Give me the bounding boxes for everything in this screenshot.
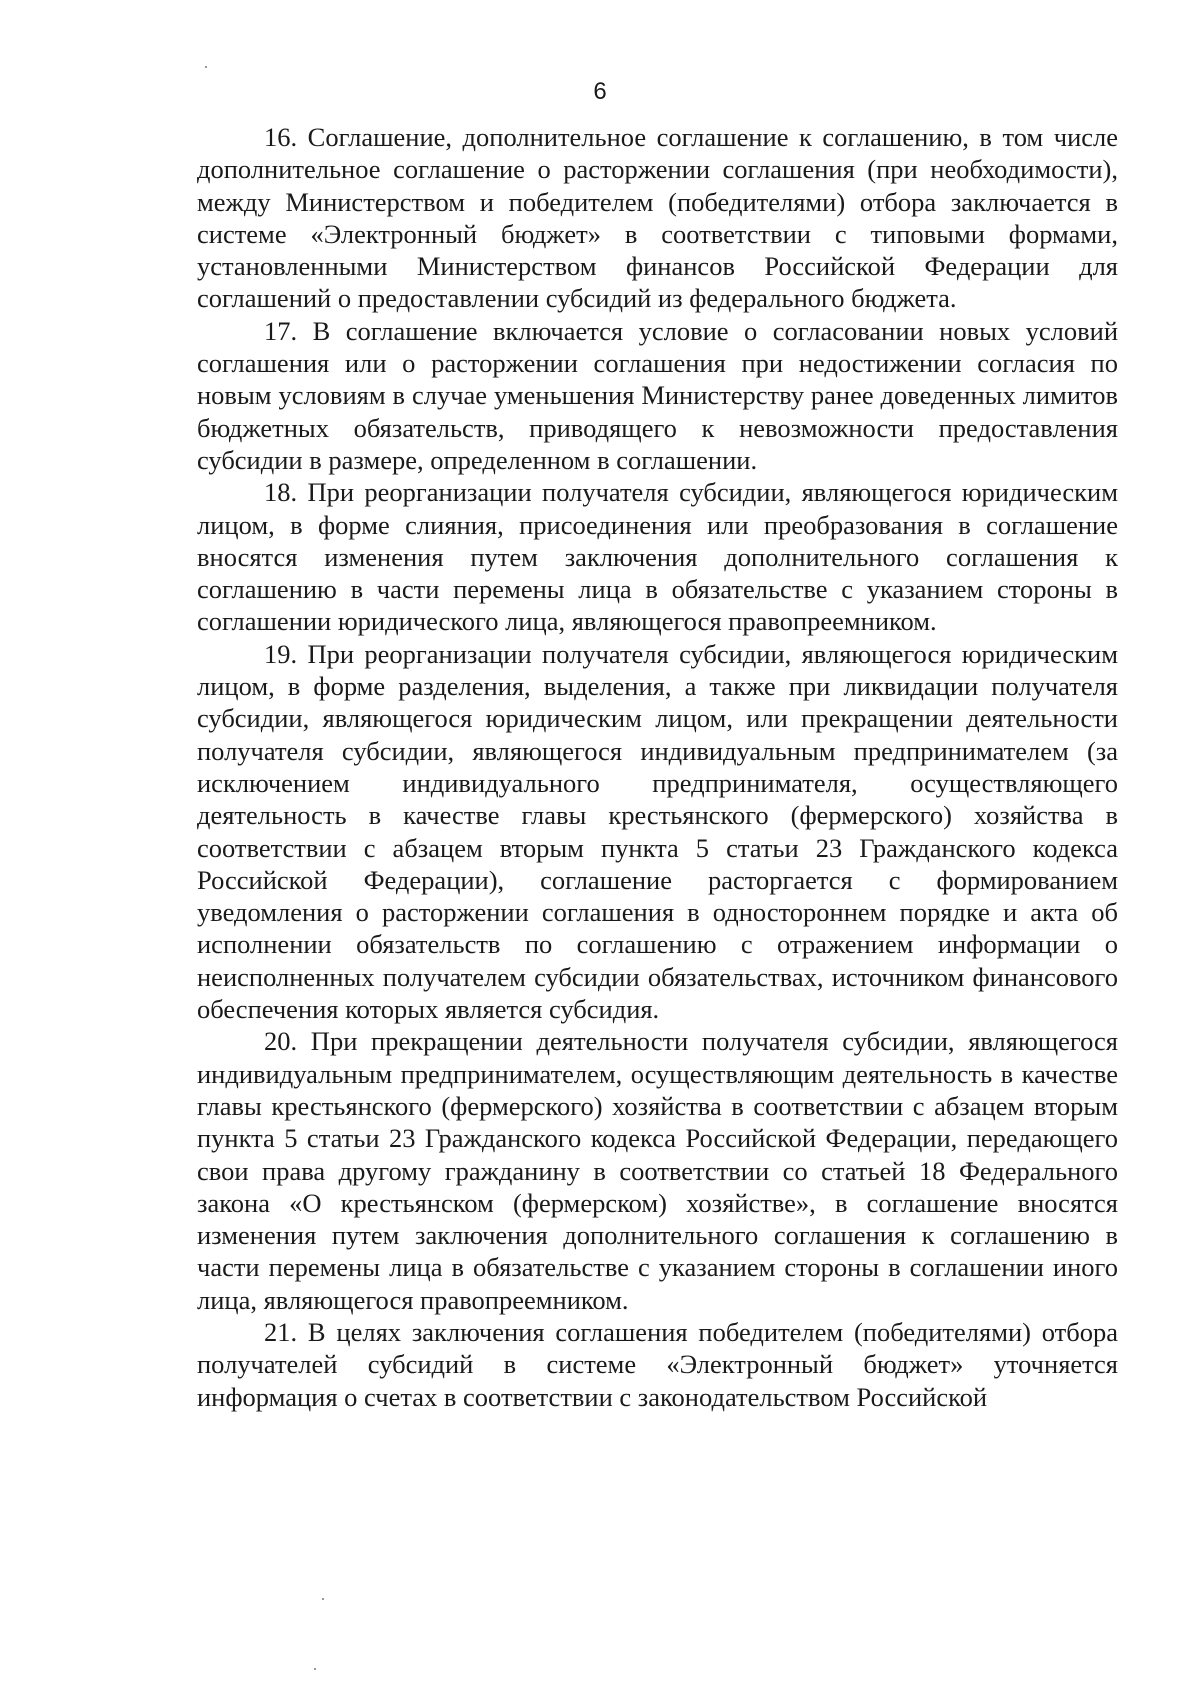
scan-speck	[314, 1668, 316, 1670]
paragraph-20: 20. При прекращении деятельности получателя субсидии, являющегося индивидуальным предпринимателем, осуществляющим деятельность в качестве главы крестьянского (фермерского) хозяйства в соответствии с абзацем вторым пункта 5 статьи 23 Гражданского кодекса Российской Федерации, передающего свои права другому гражданину в соответствии со статьей 18 Федерального закона «О крестьянском (фермерском) хозяйстве», в соглашение вносятся изменения путем заключения дополнительного соглашения к соглашению в части перемены лица в обязательстве с указанием стороны в соглашении иного лица, являющегося правопреемником.	[197, 1026, 1118, 1315]
scan-speck	[205, 66, 207, 68]
paragraph-21: 21. В целях заключения соглашения победителем (победителями) отбора получателей субсидий в системе «Электронный бюджет» уточняется информация о счетах в соответствии с законодательством Российской	[197, 1316, 1118, 1412]
paragraph-18: 18. При реорганизации получателя субсидии, являющегося юридическим лицом, в форме слияния, присоединения или преобразования в соглашение вносятся изменения путем заключения дополнительного соглашения к соглашению в части перемены лица в обязательстве с указанием стороны в соглашении юридического лица, являющегося правопреемником.	[197, 477, 1118, 637]
paragraph-16: 16. Соглашение, дополнительное соглашение к соглашению, в том числе дополнительное соглашение о расторжении соглашения (при необходимости), между Министерством и победителем (победителями) отбора заключается в системе «Электронный бюджет» в соответствии с типовыми формами, установленными Министерством финансов Российской Федерации для соглашений о предоставлении субсидий из федерального бюджета.	[197, 122, 1118, 314]
page-number: 6	[593, 78, 607, 105]
paragraph-17: 17. В соглашение включается условие о согласовании новых условий соглашения или о расторжении соглашения при недостижении согласия по новым условиям в случае уменьшения Министерству ранее доведенных лимитов бюджетных обязательств, приводящего к невозможности предоставления субсидии в размере, определенном в соглашении.	[197, 315, 1118, 475]
paragraph-19: 19. При реорганизации получателя субсидии, являющегося юридическим лицом, в форме разделения, выделения, а также при ликвидации получателя субсидии, являющегося юридическим лицом, или прекращении деятельности получателя субсидии, являющегося индивидуальным предпринимателем (за исключением индивидуального предпринимателя, осуществляющего деятельность в качестве главы крестьянского (фермерского) хозяйства в соответствии с абзацем вторым пункта 5 статьи 23 Гражданского кодекса Российской Федерации), соглашение расторгается с формированием уведомления о расторжении соглашения в одностороннем порядке и акта об исполнении обязательств по соглашению с отражением информации о неисполненных получателем субсидии обязательствах, источником финансового обеспечения которых является субсидия.	[197, 638, 1118, 1025]
document-body	[197, 121, 1118, 1413]
scan-speck	[322, 1598, 324, 1600]
